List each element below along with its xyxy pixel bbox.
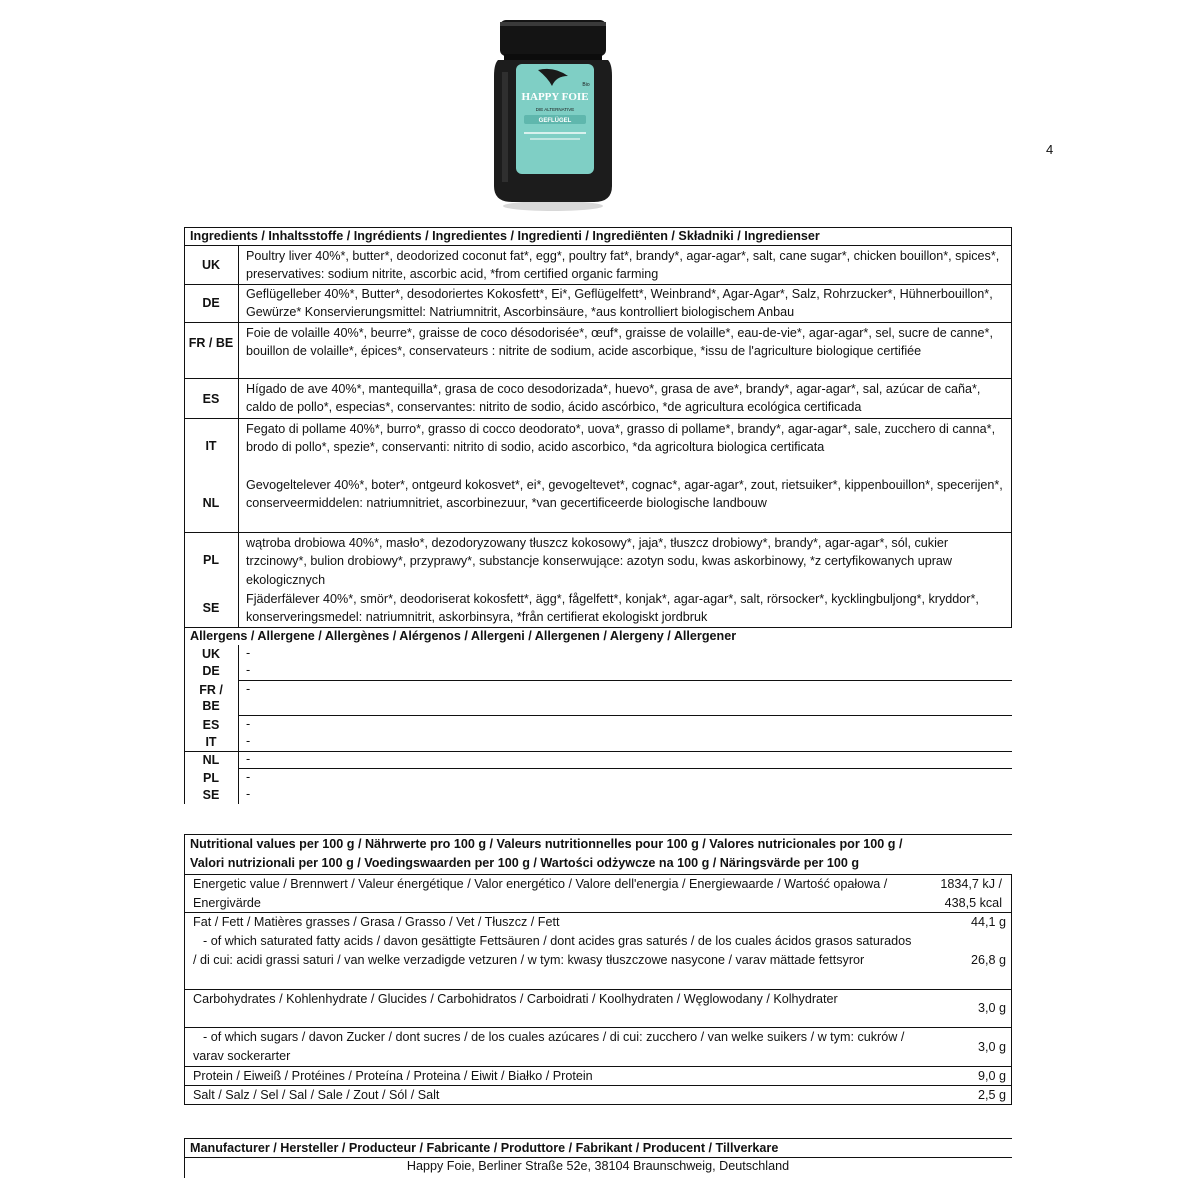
manufacturer-address: Happy Foie, Berliner Straße 52e, 38104 Braunschweig, Deutschland	[406, 1159, 790, 1173]
allergens-value-uk: -	[246, 646, 251, 660]
nutrition-label-protein: Protein / Eiweiß / Protéines / Proteína / Proteina / Eiwit / Białko / Protein	[193, 1069, 593, 1083]
svg-text:Bio: Bio	[582, 82, 590, 88]
ingredients-header: Ingredients / Inhaltsstoffe / Ingrédients / Ingredientes / Ingredienti / Ingrediënten / Składniki / Ingredienser	[190, 229, 820, 243]
nutrition-header-line1: Nutritional values per 100 g / Nährwerte pro 100 g / Valeurs nutritionnelles pour 100 g / Valores nutricionales por 100 g /	[190, 837, 903, 851]
svg-text:HAPPY FOIE: HAPPY FOIE	[521, 91, 589, 103]
ingredients-lang-it: IT	[205, 439, 217, 453]
nutrition-value-carbohydrates: 3,0 g	[977, 1001, 1006, 1015]
manufacturer-header: Manufacturer / Hersteller / Producteur / Fabricante / Produttore / Fabrikant / Producent / Tillverkare	[190, 1141, 779, 1155]
nutrition-value-saturated: 26,8 g	[970, 953, 1006, 967]
ingredients-lang-pl: PL	[203, 553, 219, 567]
allergens-lang-fr: FR /	[199, 683, 223, 697]
ingredients-lang-fr-be: FR / BE	[188, 336, 234, 350]
allergens-header: Allergens / Allergene / Allergènes / Alérgenos / Allergeni / Allergenen / Alergeny / Allergener	[190, 629, 737, 643]
ingredients-lang-uk: UK	[201, 258, 221, 272]
allergens-value-it: -	[246, 734, 251, 748]
allergens-lang-de: DE	[202, 664, 220, 678]
allergens-value-nl: -	[246, 752, 251, 766]
allergens-value-se: -	[246, 787, 251, 801]
ingredients-text-fr-be: Foie de volaille 40%*, beurre*, graisse de coco désodorisée*, œuf*, graisse de volaille*, eau-de-vie*, agar-agar*, sel, sucre de canne*, bouillon de volaille*, épices*, conservateurs : nitrite de sodium, acide ascorbique, *issu de l'agriculture biologique certifiée	[246, 326, 993, 359]
nutrition-label-fat: Fat / Fett / Matières grasses / Grasa / Grasso / Vet / Tłuszcz / Fett	[193, 915, 560, 929]
allergens-lang-it: IT	[205, 735, 217, 749]
ingredients-lang-nl: NL	[202, 496, 220, 510]
nutrition-label-saturated: - of which saturated fatty acids / davon gesättigte Fettsäuren / dont acides gras saturés / de los cuales ácidos grasos saturados / di cui: acidi grassi saturi / van welke verzadigde vetzuren / w tym: kwasy tłuszczowe nasycone / varav mättade fettsyror	[193, 934, 912, 967]
nutrition-label-carbohydrates: Carbohydrates / Kohlenhydrate / Glucides / Carbohidratos / Carboidrati / Koolhydraten / Węglowodany / Kolhydrater	[193, 992, 838, 1006]
allergens-lang-nl: NL	[202, 753, 220, 767]
ingredients-text-de: Geflügelleber 40%*, Butter*, desodoriertes Kokosfett*, Ei*, Geflügelfett*, Weinbrand*, Agar-Agar*, Salz, Rohrzucker*, Hühnerbouillon*, Gewürze* Konservierungsmittel: Natriumnitrit, Ascorbinsäure, *aus kontrolliert biologischem Anbau	[246, 287, 993, 320]
allergens-lang-se: SE	[202, 788, 220, 802]
nutrition-header-line2: Valori nutrizionali per 100 g / Voedingswaarden per 100 g / Wartości odżywcze na 100 g / Näringsvärde per 100 g	[190, 856, 860, 870]
allergens-value-pl: -	[246, 770, 251, 784]
ingredients-text-pl: wątroba drobiowa 40%*, masło*, dezodoryzowany tłuszcz kokosowy*, jaja*, tłuszcz drobiowy*, brandy*, agar-agar*, sól, cukier trzcinowy*, bulion drobiowy*, przyprawy*, substancje konserwujące: azotyn sodu, kwas askorbinowy, *z certyfikowanych upraw ekologicznych	[246, 536, 953, 587]
svg-text:GEFLÜGEL: GEFLÜGEL	[538, 118, 572, 124]
nutrition-value-protein: 9,0 g	[977, 1069, 1006, 1083]
nutrition-value-energy: 1834,7 kJ / 438,5 kcal	[940, 877, 1002, 910]
nutrition-label-energy: Energetic value / Brennwert / Valeur énergétique / Valor energético / Valore dell'energia / Energiewaarde / Wartość opałowa / Energivärde	[193, 877, 888, 910]
ingredients-lang-es: ES	[202, 392, 220, 406]
ingredients-text-it: Fegato di pollame 40%*, burro*, grasso di cocco deodorato*, uova*, grasso di pollame*, brandy*, agar-agar*, sale, zucchero di canna*, brodo di pollo*, spezie*, conservanti: nitrito di sodio, acido ascorbico, *da agricoltura biologica certificata	[246, 422, 996, 455]
ingredients-lang-de: DE	[202, 296, 220, 310]
svg-text:DIE ALTERNATIVE: DIE ALTERNATIVE	[535, 107, 575, 112]
product-jar-image	[490, 16, 616, 212]
page-number: 4	[1046, 142, 1054, 157]
allergens-value-fr: -	[246, 682, 251, 696]
allergens-lang-es: ES	[202, 718, 220, 732]
allergens-lang-pl: PL	[203, 771, 219, 785]
nutrition-value-fat: 44,1 g	[970, 915, 1006, 929]
ingredients-text-nl: Gevogeltelever 40%*, boter*, ontgeurd kokosvet*, ei*, gevogeltevet*, cognac*, agar-agar*, zout, rietsuiker*, kippenbouillon*, specerijen*, conserveermiddelen: natriumnitriet, ascorbinezuur, *van gecertificeerde biologische landbouw	[246, 478, 1003, 511]
allergens-value-es: -	[246, 717, 251, 731]
nutrition-value-salt: 2,5 g	[977, 1088, 1006, 1102]
allergens-lang-be: BE	[202, 699, 220, 713]
ingredients-text-uk: Poultry liver 40%*, butter*, deodorized coconut fat*, egg*, poultry fat*, brandy*, agar-agar*, salt, cane sugar*, chicken bouillon*, spices*, preservatives: sodium nitrite, ascorbic acid, *from certified organic farming	[246, 249, 1000, 282]
ingredients-lang-se: SE	[202, 601, 220, 615]
ingredients-text-se: Fjäderfälever 40%*, smör*, deodoriserat kokosfett*, ägg*, fågelfett*, konjak*, agar-agar*, salt, rörsocker*, kycklingbuljong*, kryddor*, konserveringsmedel: natriumnitrit, askorbinsyra, *från certifierat ekologiskt jordbruk	[246, 592, 979, 625]
allergens-value-de: -	[246, 663, 251, 677]
ingredients-text-es: Hígado de ave 40%*, mantequilla*, grasa de coco desodorizada*, huevo*, grasa de ave*, brandy*, agar-agar*, sal, azúcar de caña*, caldo de pollo*, especias*, conservantes: nitrito de sodio, ácido ascórbico, *de agricultura ecológica certificada	[246, 382, 981, 415]
allergens-lang-uk: UK	[201, 647, 221, 661]
nutrition-label-sugars: - of which sugars / davon Zucker / dont sucres / de los cuales azúcares / di cui: zucchero / van welke suikers / w tym: cukrów / varav sockerarter	[193, 1030, 905, 1063]
nutrition-value-sugars: 3,0 g	[977, 1040, 1006, 1054]
nutrition-label-salt: Salt / Salz / Sel / Sal / Sale / Zout / Sól / Salt	[193, 1088, 440, 1102]
